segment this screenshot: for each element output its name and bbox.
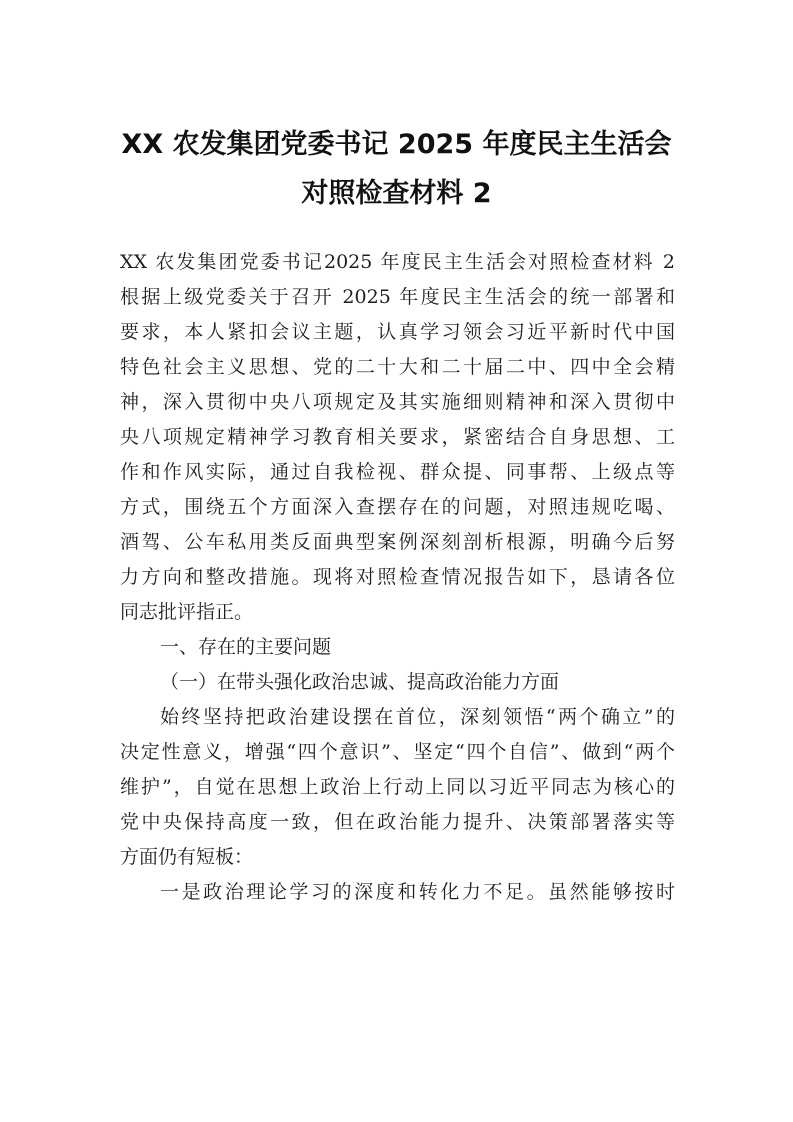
paragraph-2-line: 维护”，自觉在思想上政治上行动上同以习近平同志为核心的 <box>120 776 675 798</box>
paragraph-2-line: 始终坚持把政治建设摆在首位，深刻领悟“两个确立”的 <box>160 706 675 728</box>
intro-line: XX 农发集团党委书记2025 年度民主生活会对照检查材料 2 <box>120 251 675 273</box>
paragraph-1-line: 作和作风实际，通过自我检视、群众提、同事帮、上级点等 <box>120 461 675 483</box>
paragraph-1-line: 酒驾、公车私用类反面典型案例深刻剖析根源，明确今后努 <box>120 531 675 553</box>
paragraph-1-line: 根据上级党委关于召开 2025 年度民主生活会的统一部署和 <box>120 286 675 308</box>
paragraph-3-line: 一是政治理论学习的深度和转化力不足。虽然能够按时 <box>160 881 675 903</box>
paragraph-2-line: 党中央保持高度一致，但在政治能力提升、决策部署落实等 <box>120 811 675 833</box>
paragraph-1-line: 央八项规定精神学习教育相关要求，紧密结合自身思想、工 <box>120 426 675 448</box>
subsection-heading-1: （一）在带头强化政治忠诚、提高政治能力方面 <box>160 671 560 693</box>
paragraph-1-line: 方式，围绕五个方面深入查摆存在的问题，对照违规吃喝、 <box>120 496 675 518</box>
paragraph-2-line: 方面仍有短板： <box>120 846 254 868</box>
document-title-line-1: XX 农发集团党委书记 2025 年度民主生活会 <box>121 129 672 160</box>
document-title-line-2: 对照检查材料 2 <box>301 178 492 209</box>
paragraph-1-line: 要求，本人紧扣会议主题，认真学习领会习近平新时代中国 <box>120 321 675 343</box>
paragraph-1-line: 神，深入贯彻中央八项规定及其实施细则精神和深入贯彻中 <box>120 391 675 413</box>
paragraph-1-line: 同志批评指正。 <box>120 601 254 623</box>
paragraph-1-line: 力方向和整改措施。现将对照检查情况报告如下，恳请各位 <box>120 566 675 588</box>
section-heading-1: 一、存在的主要问题 <box>160 636 332 658</box>
paragraph-1-line: 特色社会主义思想、党的二十大和二十届二中、四中全会精 <box>120 356 675 378</box>
paragraph-2-line: 决定性意义，增强“四个意识”、坚定“四个自信”、做到“两个 <box>120 741 675 763</box>
